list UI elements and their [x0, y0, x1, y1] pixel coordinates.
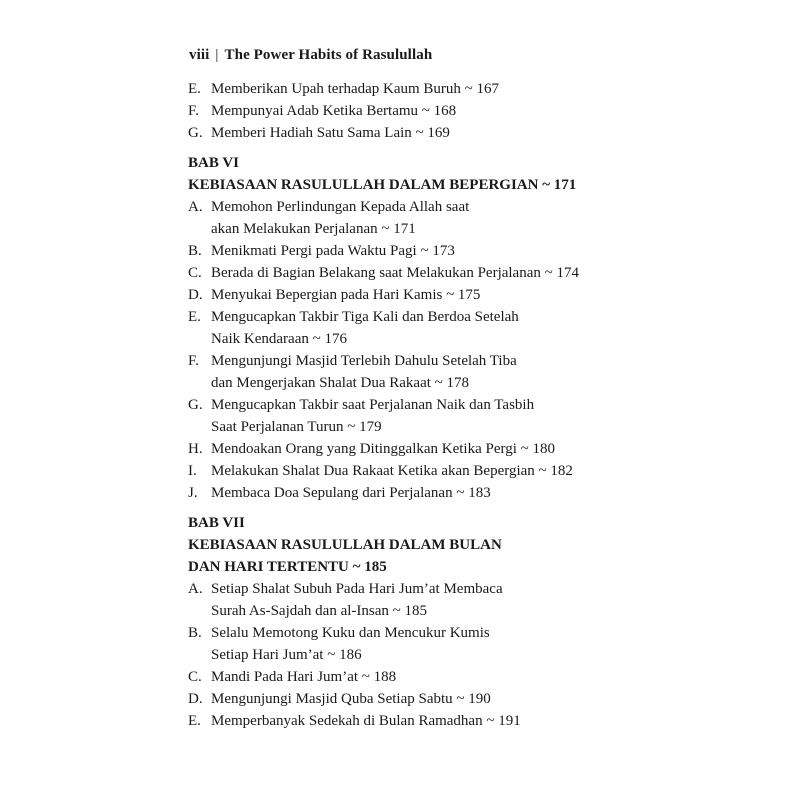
toc-entry-line: Naik Kendaraan ~ 176: [211, 331, 347, 347]
toc-entry: [188, 262, 618, 284]
toc-entry-line: Mengucapkan Takbir Tiga Kali dan Berdoa Setelah: [211, 309, 519, 325]
toc-entry: [188, 482, 618, 504]
toc-entry-letter: I.: [188, 463, 197, 479]
toc-entry-text: [211, 666, 618, 688]
toc-entry-line: Mempunyai Adab Ketika Bertamu ~ 168: [211, 103, 457, 119]
toc-entry-line: Memberi Hadiah Satu Sama Lain ~ 169: [211, 125, 450, 141]
toc-entry-text: [211, 284, 618, 306]
toc-entry: [188, 688, 618, 710]
toc-entry-letter: G.: [188, 125, 203, 141]
toc-entry-letter: A.: [188, 199, 203, 215]
toc-entry-letter: A.: [188, 581, 203, 597]
toc-entry: [188, 622, 618, 666]
toc-entry-line: Mengunjungi Masjid Quba Setiap Sabtu ~ 190: [211, 691, 491, 707]
toc-entry-line: Saat Perjalanan Turun ~ 179: [211, 419, 382, 435]
toc-entry: [188, 306, 618, 350]
toc-entry: [188, 438, 618, 460]
toc-entry-line: Mengunjungi Masjid Terlebih Dahulu Setelah Tiba: [211, 353, 517, 369]
header-separator: |: [215, 47, 219, 63]
toc-entry-text: [211, 688, 618, 710]
toc-entry-line: akan Melakukan Perjalanan ~ 171: [211, 221, 416, 237]
toc-entry-letter: H.: [188, 441, 203, 457]
toc-entry-line: Menyukai Bepergian pada Hari Kamis ~ 175: [211, 287, 481, 303]
toc-entry-line: Mandi Pada Hari Jum’at ~ 188: [211, 669, 397, 685]
book-title: The Power Habits of Rasulullah: [224, 47, 433, 63]
toc-entry-letter: F.: [188, 103, 199, 119]
toc-entry: [188, 122, 618, 144]
toc-entry-line: dan Mengerjakan Shalat Dua Rakaat ~ 178: [211, 375, 470, 391]
chapter-title: KEBIASAAN RASULULLAH DALAM BEPERGIAN ~ 171: [188, 177, 577, 193]
toc-entry: [188, 350, 618, 394]
toc-entry-text: [211, 350, 618, 394]
toc-entry-text: [211, 240, 618, 262]
toc-entry-letter: D.: [188, 287, 203, 303]
toc-entry: [188, 78, 618, 100]
toc-entry-text: [211, 100, 618, 122]
toc-entry: [188, 710, 618, 732]
toc-entry-letter: B.: [188, 243, 202, 259]
toc-entry-letter: J.: [188, 485, 198, 501]
toc-entry: [188, 460, 618, 482]
toc-entry-letter: B.: [188, 625, 202, 641]
toc-entry-line: Berada di Bagian Belakang saat Melakukan Perjalanan ~ 174: [211, 265, 579, 281]
toc-entry-line: Mengucapkan Takbir saat Perjalanan Naik dan Tasbih: [211, 397, 535, 413]
toc-entry-text: [211, 622, 618, 666]
toc-entry-letter: E.: [188, 309, 201, 325]
toc-entry-line: Mendoakan Orang yang Ditinggalkan Ketika Pergi ~ 180: [211, 441, 556, 457]
toc-entry-text: [211, 482, 618, 504]
toc-entry-text: [211, 78, 618, 100]
toc-entry-text: [211, 122, 618, 144]
chapter-label: BAB VI: [188, 155, 239, 171]
toc-entry-letter: C.: [188, 669, 202, 685]
toc-entry: [188, 240, 618, 262]
toc-entry-letter: C.: [188, 265, 202, 281]
page-number: viii: [189, 47, 210, 63]
toc-entry-letter: E.: [188, 713, 201, 729]
toc-entry-letter: F.: [188, 353, 199, 369]
toc-entry: [188, 578, 618, 622]
toc-entry-line: Memperbanyak Sedekah di Bulan Ramadhan ~ 191: [211, 713, 521, 729]
toc-entry-text: [211, 578, 618, 622]
chapter-label: BAB VII: [188, 515, 245, 531]
toc-entry: [188, 196, 618, 240]
running-head: [189, 47, 432, 64]
toc-entry: [188, 666, 618, 688]
toc-entry-line: Surah As-Sajdah dan al-Insan ~ 185: [211, 603, 427, 619]
chapter-title: DAN HARI TERTENTU ~ 185: [188, 559, 387, 575]
toc-entry-line: Selalu Memotong Kuku dan Mencukur Kumis: [211, 625, 490, 641]
toc-entry-letter: D.: [188, 691, 203, 707]
toc-entry-letter: G.: [188, 397, 203, 413]
toc-entry-line: Melakukan Shalat Dua Rakaat Ketika akan Bepergian ~ 182: [211, 463, 573, 479]
toc-entry-line: Memohon Perlindungan Kepada Allah saat: [211, 199, 470, 215]
toc-entry-line: Membaca Doa Sepulang dari Perjalanan ~ 183: [211, 485, 491, 501]
toc-entry-line: Setiap Shalat Subuh Pada Hari Jum’at Membaca: [211, 581, 503, 597]
toc-entry-text: [211, 262, 618, 284]
table-of-contents: [188, 78, 618, 732]
toc-entry-line: Menikmati Pergi pada Waktu Pagi ~ 173: [211, 243, 455, 259]
toc-entry-text: [211, 394, 618, 438]
toc-entry-letter: E.: [188, 81, 201, 97]
toc-entry: [188, 394, 618, 438]
toc-entry-line: Memberikan Upah terhadap Kaum Buruh ~ 167: [211, 81, 500, 97]
toc-entry-text: [211, 196, 618, 240]
toc-entry-text: [211, 438, 618, 460]
toc-entry-text: [211, 306, 618, 350]
toc-entry: [188, 284, 618, 306]
toc-entry-line: Setiap Hari Jum’at ~ 186: [211, 647, 362, 663]
toc-entry-text: [211, 460, 618, 482]
toc-entry-text: [211, 710, 618, 732]
chapter-title: KEBIASAAN RASULULLAH DALAM BULAN: [188, 537, 502, 553]
toc-entry: [188, 100, 618, 122]
